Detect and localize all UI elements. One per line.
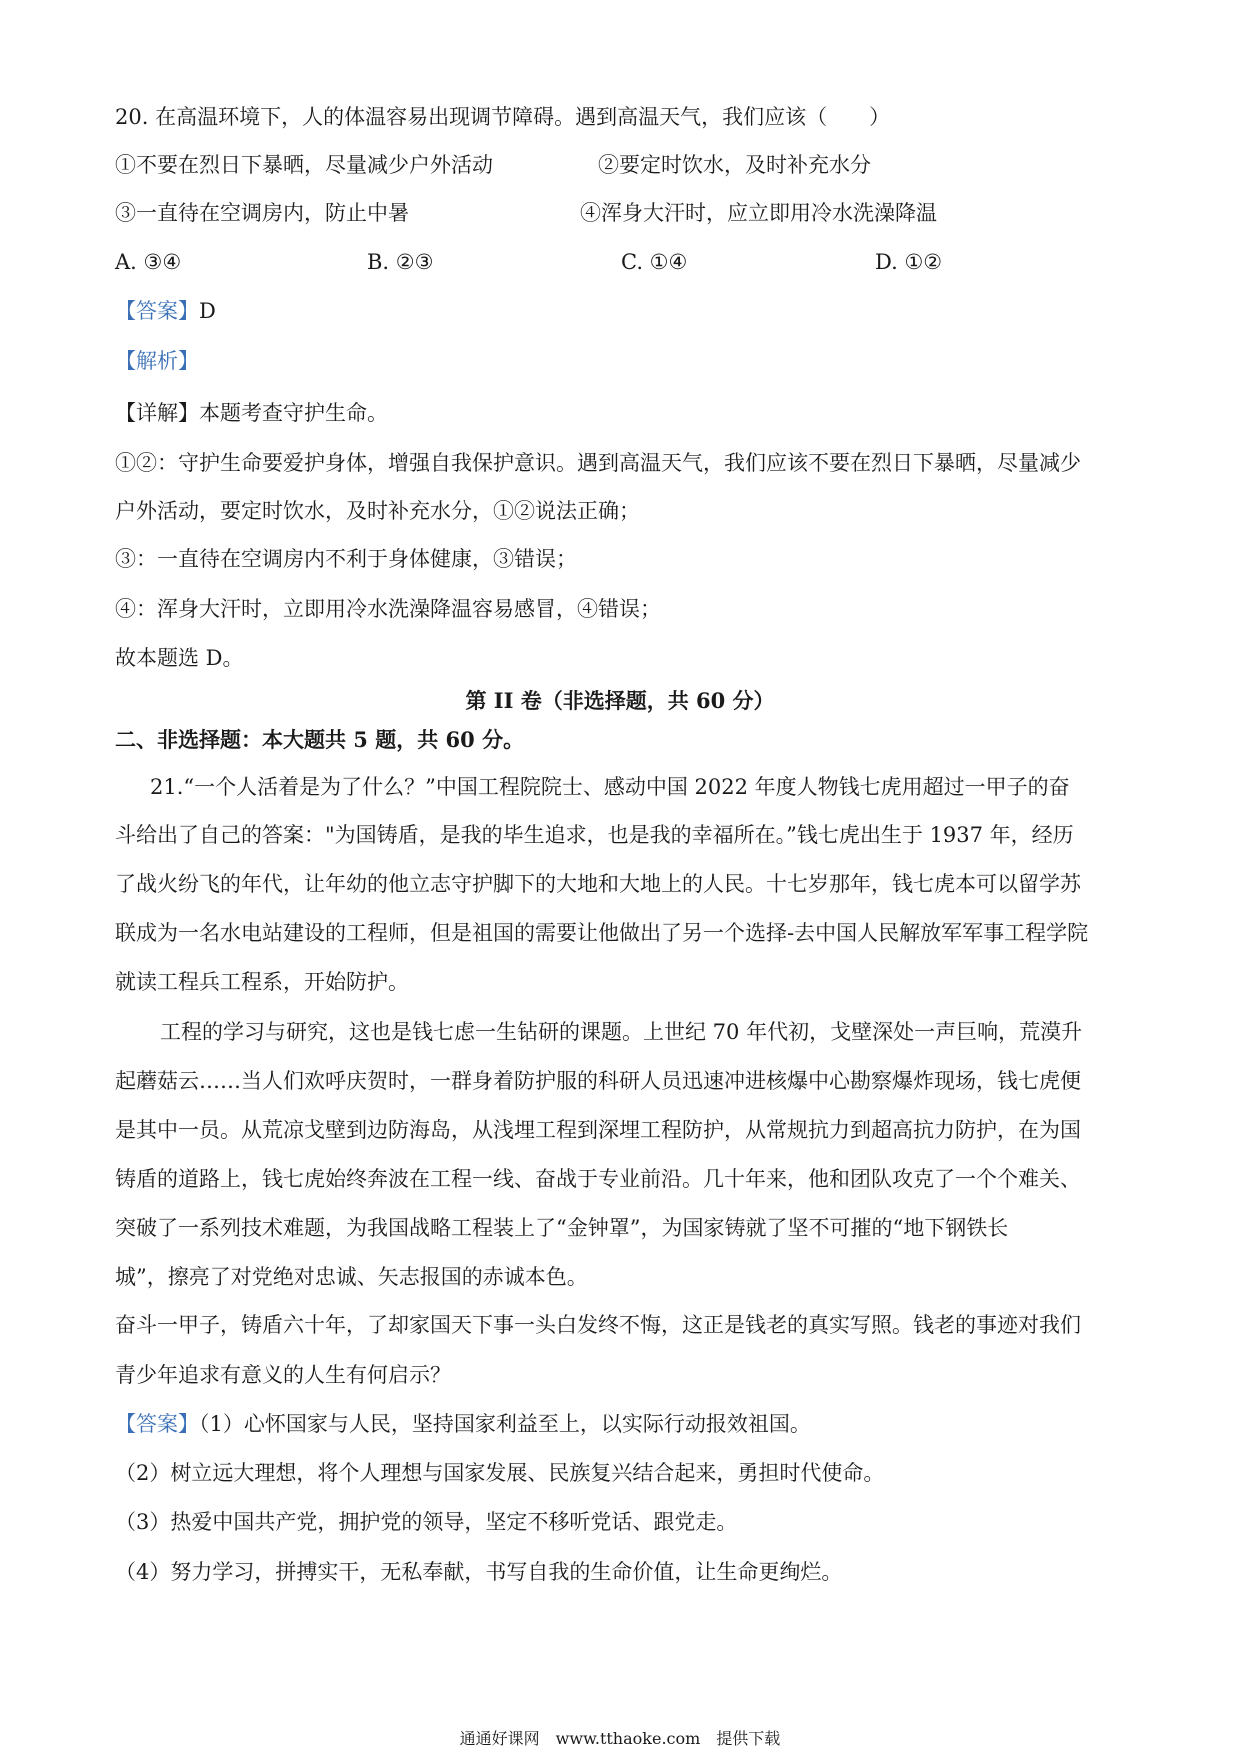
q20-answer [115, 296, 216, 326]
answer-value: D [199, 299, 216, 323]
answer-tag: 【答案】 [115, 1412, 199, 1436]
q20-item-4: ④浑身大汗时，应立即用冷水洗澡降温 [580, 201, 937, 225]
q20-detail-line: 故本题选 D。 [115, 646, 244, 670]
option-c: C. ①④ [621, 250, 688, 274]
q20-detail-line: 户外活动，要定时饮水，及时补充水分，①②说法正确； [115, 499, 640, 523]
q21-para1-line: 21.“一个人活着是为了什么？”中国工程院院士、感动中国 2022 年度人物钱七虎用超过一甲子的奋 [150, 775, 1070, 799]
q21-question-line: 青少年追求有意义的人生有何启示？ [115, 1363, 451, 1387]
q21-para2-line: 突破了一系列技术难题，为我国战略工程装上了“金钟罩”，为国家铸就了坚不可摧的“地下钢铁长 [115, 1216, 1009, 1240]
q20-item-2: ②要定时饮水，及时补充水分 [598, 153, 871, 177]
q20-detail-line: ④：浑身大汗时，立即用冷水洗澡降温容易感冒，④错误； [115, 597, 661, 621]
answer-text: （1）心怀国家与人民，坚持国家利益至上，以实际行动报效祖国。 [199, 1412, 811, 1436]
q21-para2-line: 是其中一员。从荒凉戈壁到边防海岛，从浅埋工程到深埋工程防护，从常规抗力到超高抗力防护，在为国 [115, 1118, 1081, 1142]
q21-answer-3: （3）热爱中国共产党，拥护党的领导，坚定不移听党话、跟党走。 [115, 1510, 738, 1534]
footer-watermark: 通通好课网 www.tthaoke.com 提供下载 [459, 1729, 781, 1748]
q20-detail-line: ③：一直待在空调房内不利于身体健康，③错误； [115, 547, 577, 571]
answer-tag: 【答案】 [115, 299, 199, 323]
q21-para1-line: 就读工程兵工程系，开始防护。 [115, 970, 409, 994]
option-d: D. ①② [875, 250, 943, 274]
q21-answer-2: （2）树立远大理想，将个人理想与国家发展、民族复兴结合起来，勇担时代使命。 [115, 1461, 885, 1485]
q21-para1-line: 了战火纷飞的年代，让年幼的他立志守护脚下的大地和大地上的人民。十七岁那年，钱七虎本可以留学苏 [115, 872, 1081, 896]
q21-para1-line: 斗给出了自己的答案："为国铸盾，是我的毕生追求，也是我的幸福所在。”钱七虎出生于 1937 年，经历 [115, 823, 1074, 847]
section-subtitle: 二、非选择题：本大题共 5 题，共 60 分。 [115, 727, 525, 752]
q21-para2-line: 铸盾的道路上，钱七虎始终奔波在工程一线、奋战于专业前沿。几十年来，他和团队攻克了一个个难关、 [115, 1167, 1081, 1191]
q20-stem: 20. 在高温环境下，人的体温容易出现调节障碍。遇到高温天气，我们应该（ ） [115, 105, 891, 129]
q21-answer-1 [115, 1409, 811, 1439]
q21-para1-line: 联成为一名水电站建设的工程师，但是祖国的需要让他做出了另一个选择-去中国人民解放军军事工程学院 [115, 921, 1089, 945]
q20-detail-line: 【详解】本题考查守护生命。 [115, 401, 388, 425]
option-a: A. ③④ [115, 250, 182, 274]
q21-question-line: 奋斗一甲子，铸盾六十年，了却家国天下事一头白发终不悔，这正是钱老的真实写照。钱老的事迹对我们 [115, 1313, 1081, 1337]
q20-item-1: ①不要在烈日下暴晒，尽量减少户外活动 [115, 153, 493, 177]
q21-para2-line: 起蘑菇云……当人们欢呼庆贺时，一群身着防护服的科研人员迅速冲进核爆中心勘察爆炸现场，钱七虎便 [115, 1069, 1081, 1093]
q21-para2-line: 工程的学习与研究，这也是钱七虑一生钻研的课题。上世纪 70 年代初，戈壁深处一声巨响，荒漠升 [160, 1020, 1083, 1044]
q20-detail-line: ①②：守护生命要爱护身体，增强自我保护意识。遇到高温天气，我们应该不要在烈日下暴晒，尽量减少 [115, 451, 1081, 475]
option-b: B. ②③ [367, 250, 434, 274]
q21-answer-4: （4）努力学习，拼搏实干，无私奉献，书写自我的生命价值，让生命更绚烂。 [115, 1560, 843, 1584]
q20-analysis-tag: 【解析】 [115, 349, 199, 373]
q21-para2-line: 城”，擦亮了对党绝对忠诚、矢志报国的赤诚本色。 [115, 1265, 588, 1289]
q20-item-3: ③一直待在空调房内，防止中暑 [115, 201, 409, 225]
section-title: 第 II 卷（非选择题，共 60 分） [465, 688, 775, 713]
